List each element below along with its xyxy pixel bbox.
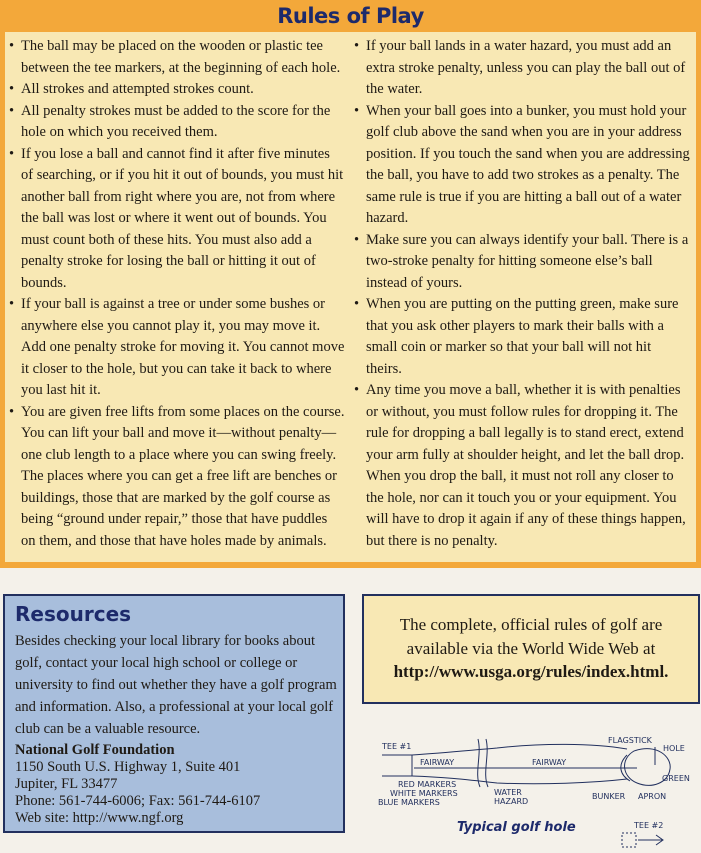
resources-title: Resources bbox=[15, 602, 132, 626]
rule-text: If you lose a ball and cannot find it after five minutes of searching, or if you hit it out of bounds, you must hit another ball from right where you are, not from where the ball was lost or where it went out of bounds. You must count both of these hits. You must also add a penalty stroke for losing the ball or hitting it out of bounds. bbox=[21, 145, 344, 291]
rule-item: • All penalty strokes must be added to the score for the hole on which you received them. bbox=[9, 102, 331, 140]
tee-box-shape bbox=[382, 755, 412, 776]
label-water: WATER bbox=[494, 788, 522, 797]
rules-title: Rules of Play bbox=[277, 4, 424, 28]
label-flagstick: FLAGSTICK bbox=[608, 736, 652, 745]
fairway-top-edge bbox=[412, 744, 627, 755]
label-fairway2: FAIRWAY bbox=[532, 758, 567, 767]
rule-item: • When your ball goes into a bunker, you must hold your golf club above the sand when you are in your address position. If you touch the sand when you are addressing the ball, you have to add two strokes as a penalty. The same rule is true if you are hitting a ball out of a water hazard. bbox=[354, 102, 690, 226]
official-rules-line1: The complete, official rules of golf are bbox=[399, 615, 663, 634]
resources-box bbox=[3, 594, 345, 833]
label-red-markers: RED MARKERS bbox=[398, 780, 457, 789]
rules-right-column bbox=[352, 36, 690, 552]
golf-hole-diagram bbox=[372, 735, 694, 853]
rule-text: All strokes and attempted strokes count. bbox=[21, 81, 254, 97]
rule-item: • You are given free lifts from some places on the course. You can lift your ball and move it—without penalty—one club length to a place where you can swing freely. The places where you can get a free lift are benches or buildings, those that are marked by the golf course as being “ground under repair,” those that have puddles on them, and those that have holes made by animals. bbox=[9, 403, 345, 549]
org-address-line1: 1150 South U.S. Highway 1, Suite 401 bbox=[15, 759, 241, 775]
rule-item: • Make sure you can always identify your ball. There is a two-stroke penalty for hitting someone else’s ball instead of yours. bbox=[354, 231, 689, 291]
rule-text: The ball may be placed on the wooden or plastic tee between the tee markers, at the beginning of each hole. bbox=[21, 38, 341, 76]
rule-item: • If your ball lands in a water hazard, you must add an extra stroke penalty, unless you can play the ball out of the water. bbox=[354, 38, 686, 97]
rule-item: • All strokes and attempted strokes count. bbox=[9, 81, 254, 97]
rule-text: You are given free lifts from some places on the course. You can lift your ball and move it—without penalty—one club length to a place where you can swing freely. The places where you can get a free lift are benches or buildings, those that are marked by the golf course as being “ground under repair,” those that have puddles on them, and those that have holes made by animals. bbox=[21, 403, 345, 549]
label-blue-markers: BLUE MARKERS bbox=[378, 798, 440, 807]
rule-text: If your ball is against a tree or under some bushes or anywhere else you cannot play it, you may move it. Add one penalty stroke for moving it. You cannot move it closer to the hole, but you can take it back to where you last hit it. bbox=[21, 296, 345, 398]
diagram-caption: Typical golf hole bbox=[457, 820, 576, 835]
rule-text: All penalty strokes must be added to the score for the hole on which you received them. bbox=[21, 102, 331, 140]
label-bunker: BUNKER bbox=[592, 792, 626, 801]
label-tee2: TEE #2 bbox=[634, 821, 664, 830]
org-name: National Golf Foundation bbox=[15, 742, 175, 758]
label-tee1: TEE #1 bbox=[382, 742, 412, 751]
label-hole: HOLE bbox=[663, 744, 685, 753]
label-green: GREEN bbox=[662, 774, 690, 783]
rule-item: • If your ball is against a tree or under some bushes or anywhere else you cannot play it, you may move it. Add one penalty stroke for moving it. You cannot move it closer to the hole, but you can take it back to where you last hit it. bbox=[9, 296, 345, 398]
label-hazard: HAZARD bbox=[494, 797, 529, 806]
arrow-to-tee2 bbox=[638, 835, 663, 845]
official-rules-line2: available via the World Wide Web at bbox=[406, 638, 656, 658]
label-fairway1: FAIRWAY bbox=[420, 758, 455, 767]
tee2-box bbox=[622, 833, 636, 847]
official-rules-box bbox=[362, 594, 700, 704]
rule-item: • If you lose a ball and cannot find it after five minutes of searching, or if you hit it out of bounds, you must hit another ball from right where you are, not from where the ball was lost or where it went out of bounds. You must count both of these hits. You must also add a penalty stroke for losing the ball or hitting it out of bounds. bbox=[9, 145, 344, 291]
rule-text: When you are putting on the putting green, make sure that you ask other players to mark their balls with a small coin or marker so that your ball will not hit theirs. bbox=[366, 296, 679, 377]
organization-contact bbox=[15, 742, 260, 827]
rule-item: • Any time you move a ball, whether it is with penalties or without, you must follow rules for dropping it. The rule for dropping a ball legally is to stand erect, extend your arm fully at shoulder height, and let the ball drop. When you drop the ball, it must not roll any closer to the hole, nor can it touch you or your equipment. You will have to drop it again if any of these things happen, but there is no penalty. bbox=[354, 382, 686, 549]
rule-text: If your ball lands in a water hazard, you must add an extra stroke penalty, unless you can play the ball out of the water. bbox=[366, 38, 686, 97]
rule-item: • When you are putting on the putting green, make sure that you ask other players to mark their balls with a small coin or marker so that your ball will not hit theirs. bbox=[354, 296, 679, 377]
org-website[interactable]: Web site: http://www.ngf.org bbox=[15, 810, 184, 826]
org-address-line2: Jupiter, FL 33477 bbox=[15, 776, 118, 792]
water-hazard-shape bbox=[478, 739, 488, 787]
resources-text: Besides checking your local library for books about golf, contact your local high school or college or university to find out whether they have a golf program and information. Also, a professional at your local golf club can be a valuable resource. bbox=[15, 633, 337, 737]
label-white-markers: WHITE MARKERS bbox=[390, 789, 458, 798]
rule-text: Make sure you can always identify your ball. There is a two-stroke penalty for hitting someone else’s ball instead of yours. bbox=[366, 231, 689, 291]
rule-text: When your ball goes into a bunker, you must hold your golf club above the sand when you are in your address position. If you touch the sand when you are addressing the ball, you have to add two strokes as a penalty. The same rule is true if you are hitting a ball out of a water hazard. bbox=[366, 102, 690, 226]
official-rules-url[interactable]: http://www.usga.org/rules/index.html. bbox=[393, 662, 669, 681]
rule-text: Any time you move a ball, whether it is with penalties or without, you must follow rules for dropping it. The rule for dropping a ball legally is to stand erect, extend your arm fully at shoulder height, and let the ball drop. When you drop the ball, it must not roll any closer to the hole, nor can it touch you or your equipment. You will have to drop it again if any of these things happen, but there is no penalty. bbox=[366, 382, 686, 549]
org-phone: Phone: 561-744-6006; Fax: 561-744-6107 bbox=[15, 793, 261, 809]
rule-item: • The ball may be placed on the wooden or plastic tee between the tee markers, at the beginning of each hole. bbox=[9, 38, 341, 76]
rules-body bbox=[5, 32, 696, 562]
rules-left-column bbox=[7, 36, 345, 552]
label-apron: APRON bbox=[638, 792, 667, 801]
